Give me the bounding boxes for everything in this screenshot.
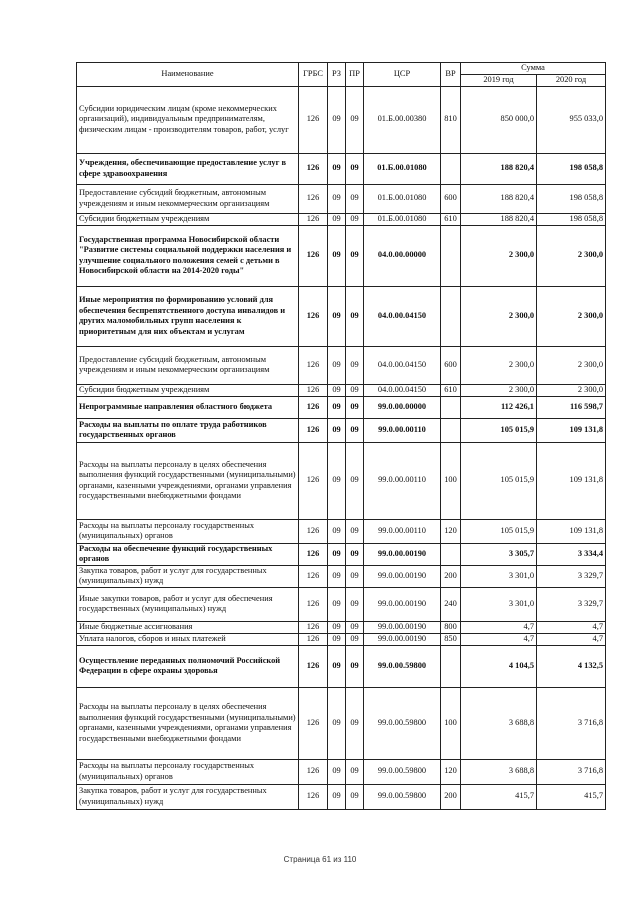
table-cell-name: Предоставление субсидий бюджетным, автономным учреждениям и иным некоммерческим организациям [77, 184, 299, 213]
table-cell-grbs: 126 [299, 442, 328, 519]
table-cell-pr: 09 [346, 346, 364, 384]
table-cell-rz: 09 [328, 153, 346, 184]
table-cell-rz: 09 [328, 784, 346, 809]
table-cell-pr: 09 [346, 645, 364, 687]
table-cell-csr: 01.Б.00.01080 [364, 153, 441, 184]
table-cell-vr: 610 [441, 213, 461, 225]
table-cell-grbs: 126 [299, 225, 328, 286]
table-cell-name: Иные бюджетные ассигнования [77, 621, 299, 633]
table-cell-csr: 01.Б.00.00380 [364, 86, 441, 153]
table-cell-2020: 3 329,7 [537, 565, 606, 587]
table-cell-vr: 850 [441, 633, 461, 645]
table-cell-2019: 415,7 [461, 784, 537, 809]
table-cell-grbs: 126 [299, 384, 328, 396]
page-footer: Страница 61 из 110 [283, 855, 357, 864]
table-cell-name: Закупка товаров, работ и услуг для государственных (муниципальных) нужд [77, 784, 299, 809]
table-row [77, 442, 606, 519]
table-cell-grbs: 126 [299, 346, 328, 384]
table-cell-vr: 120 [441, 759, 461, 784]
table-cell-2020: 4,7 [537, 633, 606, 645]
table-cell-pr: 09 [346, 225, 364, 286]
table-cell-name: Иные мероприятия по формированию условий для обеспечения беспрепятственного доступа инвалидов и других маломобильных групп населения к приоритетным для них объектам и услугам [77, 286, 299, 346]
table-cell-name: Расходы на выплаты персоналу государственных (муниципальных) органов [77, 519, 299, 543]
table-row [77, 346, 606, 384]
table-cell-grbs: 126 [299, 645, 328, 687]
table-cell-grbs: 126 [299, 153, 328, 184]
table-cell-vr: 600 [441, 346, 461, 384]
table-cell-2019: 2 300,0 [461, 346, 537, 384]
table-row [77, 784, 606, 809]
table-cell-pr: 09 [346, 784, 364, 809]
table-cell-pr: 09 [346, 153, 364, 184]
table-cell-csr: 99.0.00.00190 [364, 587, 441, 621]
table-cell-2019: 188 820,4 [461, 184, 537, 213]
table-cell-grbs: 126 [299, 759, 328, 784]
table-body [77, 86, 606, 809]
table-cell-pr: 09 [346, 213, 364, 225]
table-cell-pr: 09 [346, 86, 364, 153]
table-cell-csr: 99.0.00.59800 [364, 784, 441, 809]
table-cell-vr: 200 [441, 565, 461, 587]
table-cell-2019: 3 305,7 [461, 543, 537, 565]
table-cell-vr: 100 [441, 687, 461, 759]
header-sum: Сумма [461, 63, 606, 75]
table-cell-2020: 3 716,8 [537, 687, 606, 759]
table-cell-grbs: 126 [299, 633, 328, 645]
table-cell-grbs: 126 [299, 396, 328, 418]
table-cell-vr: 810 [441, 86, 461, 153]
table-cell-2020: 3 334,4 [537, 543, 606, 565]
table-cell-grbs: 126 [299, 587, 328, 621]
table-row [77, 153, 606, 184]
table-cell-vr: 120 [441, 519, 461, 543]
table-cell-rz: 09 [328, 213, 346, 225]
table-cell-2020: 4 132,5 [537, 645, 606, 687]
table-cell-2020: 955 033,0 [537, 86, 606, 153]
table-row [77, 184, 606, 213]
table-cell-rz: 09 [328, 184, 346, 213]
table-cell-2019: 2 300,0 [461, 384, 537, 396]
table-cell-rz: 09 [328, 519, 346, 543]
table-cell-csr: 99.0.00.00110 [364, 418, 441, 442]
table-cell-rz: 09 [328, 645, 346, 687]
table-cell-name: Субсидии бюджетным учреждениям [77, 213, 299, 225]
table-cell-name: Уплата налогов, сборов и иных платежей [77, 633, 299, 645]
table-cell-csr: 01.Б.00.01080 [364, 184, 441, 213]
table-cell-rz: 09 [328, 759, 346, 784]
header-vr: ВР [441, 63, 461, 87]
table-cell-2020: 109 131,8 [537, 418, 606, 442]
table-cell-pr: 09 [346, 587, 364, 621]
table-row [77, 225, 606, 286]
table-cell-rz: 09 [328, 396, 346, 418]
header-rz: РЗ [328, 63, 346, 87]
table-row [77, 396, 606, 418]
table-cell-name: Расходы на выплаты персоналу в целях обеспечения выполнения функций государственными (муниципальными) органами, казенными учреждениями, органами управления государственными внебюджетными фондами [77, 687, 299, 759]
table-cell-name: Расходы на выплаты персоналу в целях обеспечения выполнения функций государственными (муниципальными) органами, казенными учреждениями, органами управления государственными внебюджетными фондами [77, 442, 299, 519]
table-cell-2020: 2 300,0 [537, 346, 606, 384]
table-cell-name: Предоставление субсидий бюджетным, автономным учреждениям и иным некоммерческим организациям [77, 346, 299, 384]
table-cell-pr: 09 [346, 184, 364, 213]
table-cell-grbs: 126 [299, 621, 328, 633]
table-row [77, 418, 606, 442]
table-cell-csr: 01.Б.00.01080 [364, 213, 441, 225]
table-cell-vr: 200 [441, 784, 461, 809]
table-cell-2019: 105 015,9 [461, 418, 537, 442]
table-cell-pr: 09 [346, 418, 364, 442]
table-cell-csr: 04.0.00.00000 [364, 225, 441, 286]
table-cell-pr: 09 [346, 396, 364, 418]
table-cell-2019: 4,7 [461, 621, 537, 633]
table-cell-grbs: 126 [299, 543, 328, 565]
table-row [77, 519, 606, 543]
table-cell-csr: 04.0.00.04150 [364, 346, 441, 384]
table-cell-pr: 09 [346, 759, 364, 784]
table-cell-2020: 109 131,8 [537, 519, 606, 543]
table-cell-grbs: 126 [299, 784, 328, 809]
table-cell-2019: 112 426,1 [461, 396, 537, 418]
table-row [77, 759, 606, 784]
budget-table [76, 62, 606, 810]
table-cell-name: Учреждения, обеспечивающие предоставление услуг в сфере здравоохранения [77, 153, 299, 184]
table-cell-2020: 2 300,0 [537, 384, 606, 396]
table-row [77, 687, 606, 759]
table-cell-csr: 99.0.00.00190 [364, 543, 441, 565]
table-cell-rz: 09 [328, 543, 346, 565]
table-cell-csr: 99.0.00.00190 [364, 565, 441, 587]
table-cell-name: Осуществление переданных полномочий Российской Федерации в сфере охраны здоровья [77, 645, 299, 687]
table-cell-name: Субсидии бюджетным учреждениям [77, 384, 299, 396]
table-row [77, 286, 606, 346]
table-cell-csr: 99.0.00.00110 [364, 442, 441, 519]
table-cell-2019: 105 015,9 [461, 519, 537, 543]
table-cell-grbs: 126 [299, 519, 328, 543]
table-cell-rz: 09 [328, 225, 346, 286]
table-cell-2019: 3 301,0 [461, 565, 537, 587]
table-cell-2020: 415,7 [537, 784, 606, 809]
table-cell-name: Государственная программа Новосибирской области "Развитие системы социальной поддержки населения и улучшение социального положения семей с детьми в Новосибирской области на 2014-2020 годы" [77, 225, 299, 286]
table-cell-name: Непрограммные направления областного бюджета [77, 396, 299, 418]
table-header [77, 63, 606, 87]
table-cell-pr: 09 [346, 442, 364, 519]
table-cell-vr: 240 [441, 587, 461, 621]
table-cell-vr: 610 [441, 384, 461, 396]
table-cell-vr [441, 645, 461, 687]
header-2020: 2020 год [537, 75, 606, 87]
table-cell-2019: 2 300,0 [461, 225, 537, 286]
table-cell-csr: 99.0.00.00190 [364, 633, 441, 645]
table-cell-2019: 3 301,0 [461, 587, 537, 621]
table-row [77, 543, 606, 565]
table-cell-vr: 100 [441, 442, 461, 519]
table-cell-pr: 09 [346, 633, 364, 645]
table-row [77, 213, 606, 225]
table-cell-rz: 09 [328, 286, 346, 346]
table-cell-2020: 3 716,8 [537, 759, 606, 784]
table-cell-vr [441, 418, 461, 442]
table-cell-2020: 4,7 [537, 621, 606, 633]
table-row [77, 645, 606, 687]
table-cell-2020: 2 300,0 [537, 286, 606, 346]
table-cell-2019: 188 820,4 [461, 213, 537, 225]
table-cell-vr [441, 153, 461, 184]
table-cell-grbs: 126 [299, 687, 328, 759]
table-cell-grbs: 126 [299, 418, 328, 442]
table-cell-name: Расходы на выплаты персоналу государственных (муниципальных) органов [77, 759, 299, 784]
table-cell-rz: 09 [328, 418, 346, 442]
table-cell-pr: 09 [346, 543, 364, 565]
table-cell-name: Расходы на обеспечение функций государственных органов [77, 543, 299, 565]
header-grbs: ГРБС [299, 63, 328, 87]
table-cell-2019: 3 688,8 [461, 759, 537, 784]
table-cell-csr: 99.0.00.00000 [364, 396, 441, 418]
table-cell-pr: 09 [346, 621, 364, 633]
table-cell-csr: 99.0.00.59800 [364, 759, 441, 784]
table-cell-rz: 09 [328, 86, 346, 153]
table-cell-name: Закупка товаров, работ и услуг для государственных (муниципальных) нужд [77, 565, 299, 587]
table-cell-vr: 600 [441, 184, 461, 213]
table-cell-2020: 116 598,7 [537, 396, 606, 418]
table-cell-rz: 09 [328, 384, 346, 396]
table-cell-pr: 09 [346, 565, 364, 587]
table-cell-2019: 3 688,8 [461, 687, 537, 759]
table-cell-vr [441, 543, 461, 565]
table-cell-2019: 188 820,4 [461, 153, 537, 184]
table-cell-2020: 3 329,7 [537, 587, 606, 621]
table-cell-rz: 09 [328, 687, 346, 759]
table-cell-csr: 99.0.00.00190 [364, 621, 441, 633]
table-cell-2020: 198 058,8 [537, 213, 606, 225]
table-row [77, 384, 606, 396]
table-cell-name: Иные закупки товаров, работ и услуг для обеспечения государственных (муниципальных) нужд [77, 587, 299, 621]
table-cell-vr [441, 396, 461, 418]
table-cell-2020: 2 300,0 [537, 225, 606, 286]
table-cell-grbs: 126 [299, 286, 328, 346]
table-cell-vr: 800 [441, 621, 461, 633]
table-cell-rz: 09 [328, 633, 346, 645]
header-2019: 2019 год [461, 75, 537, 87]
table-cell-csr: 99.0.00.59800 [364, 645, 441, 687]
table-cell-2019: 850 000,0 [461, 86, 537, 153]
table-cell-name: Расходы на выплаты по оплате труда работников государственных органов [77, 418, 299, 442]
table-cell-grbs: 126 [299, 565, 328, 587]
table-row [77, 587, 606, 621]
table-cell-2019: 105 015,9 [461, 442, 537, 519]
header-csr: ЦСР [364, 63, 441, 87]
table-cell-grbs: 126 [299, 184, 328, 213]
table-cell-vr [441, 225, 461, 286]
header-name: Наименование [77, 63, 299, 87]
table-cell-grbs: 126 [299, 213, 328, 225]
table-cell-name: Субсидии юридическим лицам (кроме некоммерческих организаций), индивидуальным предпринимателям, физическим лицам - производителям товаров, работ, услуг [77, 86, 299, 153]
table-cell-rz: 09 [328, 442, 346, 519]
table-cell-vr [441, 286, 461, 346]
table-row [77, 633, 606, 645]
table-cell-grbs: 126 [299, 86, 328, 153]
table-cell-2020: 198 058,8 [537, 184, 606, 213]
table-cell-2019: 4,7 [461, 633, 537, 645]
table-cell-csr: 04.0.00.04150 [364, 286, 441, 346]
table-cell-2019: 2 300,0 [461, 286, 537, 346]
table-cell-rz: 09 [328, 565, 346, 587]
table-row [77, 621, 606, 633]
table-cell-2019: 4 104,5 [461, 645, 537, 687]
table-cell-csr: 99.0.00.59800 [364, 687, 441, 759]
table-row [77, 86, 606, 153]
table-cell-pr: 09 [346, 687, 364, 759]
table-cell-csr: 04.0.00.04150 [364, 384, 441, 396]
table-cell-rz: 09 [328, 621, 346, 633]
table-cell-csr: 99.0.00.00110 [364, 519, 441, 543]
table-cell-2020: 109 131,8 [537, 442, 606, 519]
table-cell-rz: 09 [328, 346, 346, 384]
table-cell-2020: 198 058,8 [537, 153, 606, 184]
table-cell-pr: 09 [346, 519, 364, 543]
table-row [77, 565, 606, 587]
header-pr: ПР [346, 63, 364, 87]
table-cell-rz: 09 [328, 587, 346, 621]
table-cell-pr: 09 [346, 384, 364, 396]
table-cell-pr: 09 [346, 286, 364, 346]
